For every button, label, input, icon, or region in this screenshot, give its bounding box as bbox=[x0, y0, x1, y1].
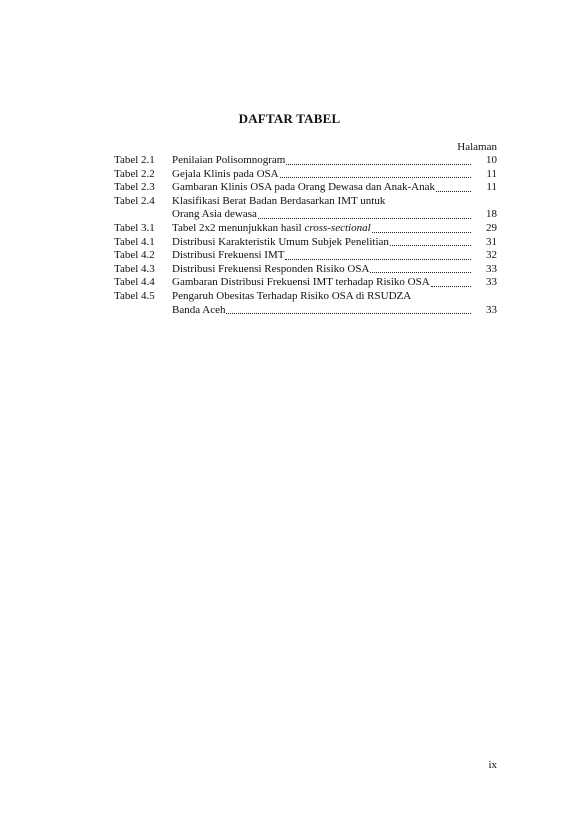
page-title: DAFTAR TABEL bbox=[238, 111, 341, 126]
table-page-number: 18 bbox=[486, 208, 497, 221]
table-page-number: 33 bbox=[486, 262, 497, 275]
table-title-line: Gambaran Distribusi Frekuensi IMT terhadap Risiko OSA bbox=[172, 276, 430, 289]
table-title-line: Gejala Klinis pada OSA bbox=[172, 167, 279, 180]
table-title-line: Klasifikasi Berat Badan Berdasarkan IMT untuk bbox=[172, 194, 386, 207]
table-label: Tabel 3.1 bbox=[114, 221, 155, 234]
table-list-item[interactable] bbox=[114, 290, 497, 317]
table-label: Tabel 4.3 bbox=[114, 262, 155, 275]
table-page-number: 11 bbox=[486, 181, 497, 194]
table-label: Tabel 4.2 bbox=[114, 249, 155, 262]
dot-leader bbox=[431, 285, 471, 287]
dot-leader bbox=[280, 176, 471, 178]
halaman-header: Halaman bbox=[457, 141, 497, 153]
table-title-line: Pengaruh Obesitas Terhadap Risiko OSA di RSUDZA bbox=[172, 289, 412, 302]
table-label: Tabel 4.5 bbox=[114, 289, 155, 302]
table-list-item[interactable] bbox=[114, 195, 497, 222]
dot-leader bbox=[370, 271, 471, 273]
table-page-number: 32 bbox=[486, 249, 497, 262]
table-label: Tabel 2.3 bbox=[114, 181, 155, 194]
table-page-number: 11 bbox=[486, 167, 497, 180]
table-title-line: Banda Aceh bbox=[172, 303, 226, 316]
table-title-line: Tabel 2x2 menunjukkan hasil cross-sectional bbox=[172, 221, 371, 234]
table-list-item[interactable] bbox=[114, 181, 497, 195]
table-title-line: Gambaran Klinis OSA pada Orang Dewasa dan Anak-Anak bbox=[172, 181, 436, 194]
table-title-line: Distribusi Frekuensi IMT bbox=[172, 249, 285, 262]
table-page-number: 33 bbox=[486, 303, 497, 316]
table-list-item[interactable] bbox=[114, 168, 497, 182]
table-page-number: 33 bbox=[486, 276, 497, 289]
table-label: Tabel 2.1 bbox=[114, 154, 155, 166]
table-label: Tabel 2.2 bbox=[114, 167, 155, 180]
table-list-item[interactable] bbox=[114, 222, 497, 236]
table-title-line: Distribusi Karakteristik Umum Subjek Penelitian bbox=[172, 235, 389, 248]
dot-leader bbox=[286, 163, 471, 165]
dot-leader bbox=[226, 312, 471, 314]
table-page-number: 29 bbox=[486, 221, 497, 234]
table-list-item[interactable] bbox=[114, 263, 497, 277]
page-number: ix bbox=[488, 759, 497, 771]
table-page-number: 31 bbox=[486, 235, 497, 248]
table-label: Tabel 4.4 bbox=[114, 276, 155, 289]
table-page-number: 10 bbox=[486, 154, 497, 166]
table-list-item[interactable] bbox=[114, 276, 497, 290]
italic-term: cross-sectional bbox=[304, 221, 371, 234]
table-title-line: Distribusi Frekuensi Responden Risiko OSA bbox=[172, 262, 370, 275]
table-label: Tabel 2.4 bbox=[114, 194, 155, 207]
table-list-item[interactable] bbox=[114, 249, 497, 263]
table-list-item[interactable] bbox=[114, 236, 497, 250]
dot-leader bbox=[390, 244, 471, 246]
dot-leader bbox=[258, 217, 471, 219]
table-label: Tabel 4.1 bbox=[114, 235, 155, 248]
dot-leader bbox=[372, 231, 471, 233]
table-list-item[interactable] bbox=[114, 154, 497, 168]
table-list bbox=[114, 154, 497, 317]
table-title-line: Penilaian Polisomnogram bbox=[172, 154, 286, 166]
dot-leader bbox=[285, 258, 471, 260]
table-title-line: Orang Asia dewasa bbox=[172, 208, 257, 221]
dot-leader bbox=[436, 190, 471, 192]
